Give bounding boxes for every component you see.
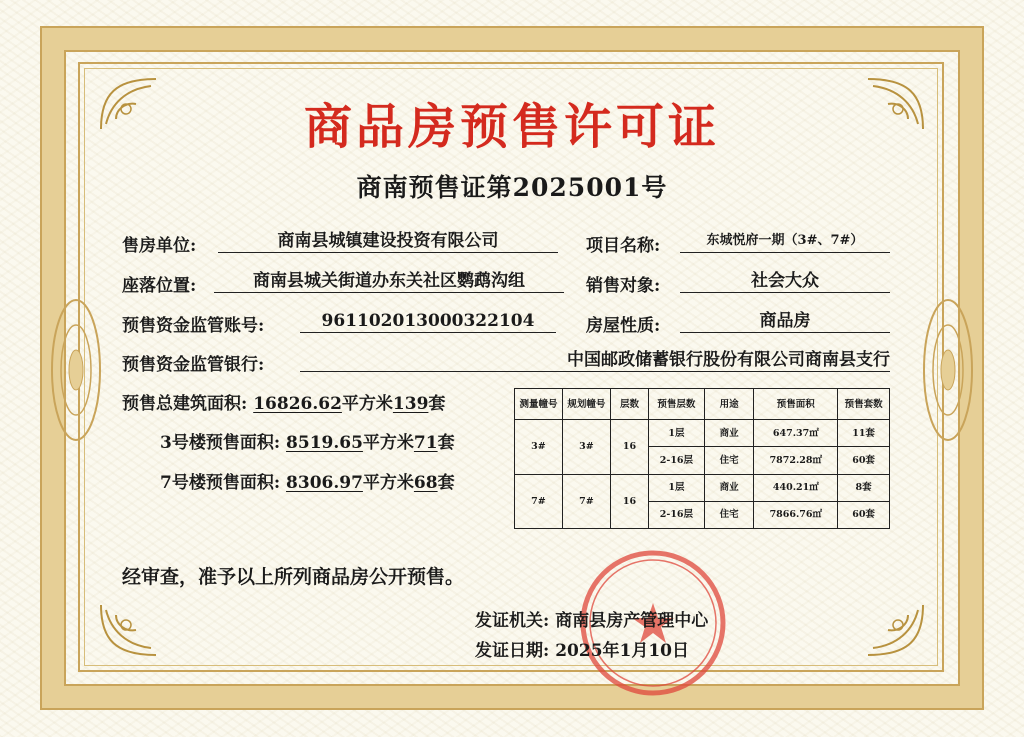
building3-area: 8519.65 xyxy=(286,433,363,453)
bank-label: 预售资金监管银行: xyxy=(122,355,265,375)
cell-sale-floors: 2-16层 xyxy=(649,501,705,528)
cell-area: 647.37㎡ xyxy=(754,420,838,447)
building7-label: 7号楼预售面积: xyxy=(160,473,281,493)
location-label: 座落位置: xyxy=(122,276,197,296)
building7-count: 68 xyxy=(413,473,438,493)
cell-area: 440.21㎡ xyxy=(754,474,838,501)
seller-label: 售房单位: xyxy=(122,236,197,256)
cell-use: 商业 xyxy=(704,474,754,501)
table-row xyxy=(515,420,890,447)
corner-ornament-bottom-right xyxy=(858,600,928,660)
total-area-line xyxy=(122,389,445,414)
issuer-value: 商南县房产管理中心 xyxy=(555,611,709,631)
approval-statement: 经审查，准予以上所列商品房公开预售。 xyxy=(122,566,465,588)
header-plan: 规划幢号 xyxy=(562,389,610,420)
cell-use: 商业 xyxy=(704,420,754,447)
building7-unit: 平方米 xyxy=(362,473,414,493)
header-area: 预售面积 xyxy=(754,389,838,420)
cell-units: 11套 xyxy=(838,420,890,447)
cell-floors: 16 xyxy=(610,474,648,529)
project-value: 东城悦府一期（3#、7#） xyxy=(680,230,890,253)
location-value: 商南县城关街道办东关社区鹦鹉沟组 xyxy=(214,270,564,293)
bank-value: 中国邮政储蓄银行股份有限公司商南县支行 xyxy=(300,349,890,372)
property-type-value: 商品房 xyxy=(680,310,890,333)
certificate-number: 商南预售证第2025001号 xyxy=(356,173,668,202)
total-area-unit: 平方米 xyxy=(341,394,393,414)
cell-units: 60套 xyxy=(838,501,890,528)
certificate-title: 商品房预售许可证 xyxy=(303,99,720,155)
cell-sale-floors: 2-16层 xyxy=(649,447,705,474)
side-rosette-right xyxy=(918,290,978,450)
cell-plan: 7# xyxy=(562,474,610,529)
cell-area: 7866.76㎡ xyxy=(754,501,838,528)
cell-sale-floors: 1层 xyxy=(649,420,705,447)
presale-table xyxy=(514,388,890,529)
cell-survey: 7# xyxy=(515,474,563,529)
issue-date-value: 2025年1月10日 xyxy=(555,641,690,661)
cell-sale-floors: 1层 xyxy=(649,474,705,501)
total-area-count-unit: 套 xyxy=(428,394,446,414)
table-header-row xyxy=(515,389,890,420)
cell-use: 住宅 xyxy=(704,447,754,474)
header-sale-floors: 预售层数 xyxy=(649,389,705,420)
building7-count-unit: 套 xyxy=(437,473,455,493)
issuer-line xyxy=(475,606,708,631)
cell-plan: 3# xyxy=(562,420,610,475)
total-area-label: 预售总建筑面积: xyxy=(122,394,248,414)
building3-unit: 平方米 xyxy=(362,433,414,453)
cell-use: 住宅 xyxy=(704,501,754,528)
cell-survey: 3# xyxy=(515,420,563,475)
issuer-label: 发证机关: xyxy=(475,611,550,631)
header-units: 预售套数 xyxy=(838,389,890,420)
building3-count-unit: 套 xyxy=(437,433,455,453)
cell-units: 60套 xyxy=(838,447,890,474)
cell-floors: 16 xyxy=(610,420,648,475)
project-label: 项目名称: xyxy=(586,236,661,256)
total-area-value: 16826.62 xyxy=(253,394,342,414)
target-label: 销售对象: xyxy=(586,276,661,296)
property-type-label: 房屋性质: xyxy=(586,316,661,336)
building3-label: 3号楼预售面积: xyxy=(160,433,281,453)
header-floors: 层数 xyxy=(610,389,648,420)
header-use: 用途 xyxy=(704,389,754,420)
header-survey: 测量幢号 xyxy=(515,389,563,420)
building3-area-line xyxy=(160,428,455,453)
table-row xyxy=(515,474,890,501)
issue-date-label: 发证日期: xyxy=(475,641,550,661)
building3-count: 71 xyxy=(413,433,438,453)
account-label: 预售资金监管账号: xyxy=(122,316,265,336)
side-rosette-left xyxy=(46,290,106,450)
cell-units: 8套 xyxy=(838,474,890,501)
cell-area: 7872.28㎡ xyxy=(754,447,838,474)
target-value: 社会大众 xyxy=(680,270,890,293)
corner-ornament-bottom-left xyxy=(96,600,166,660)
building7-area: 8306.97 xyxy=(286,473,363,493)
total-area-count: 139 xyxy=(392,394,429,414)
building7-area-line xyxy=(160,468,455,493)
seller-value: 商南县城镇建设投资有限公司 xyxy=(218,230,558,253)
account-value: 961102013000322104 xyxy=(300,310,556,333)
issue-date-line xyxy=(475,636,689,661)
